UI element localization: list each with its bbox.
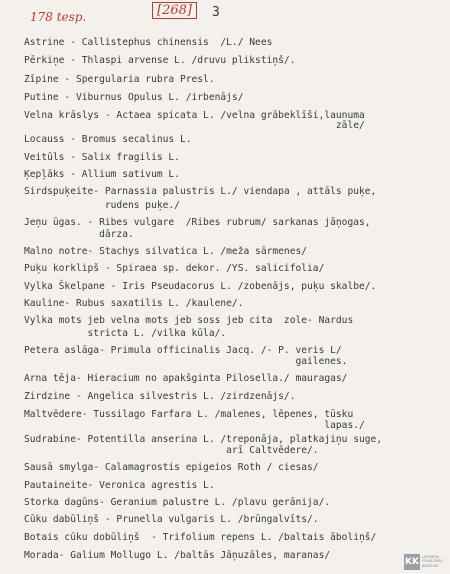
text-line: Vylka mots jeb velna mots jeb soss jeb cita zole- Nardus [24,315,354,326]
text-line: Petera aslāga- Primula officinalis Jacq. /- P. veris L/ [24,345,342,356]
logo-mark-icon: KK [404,554,420,570]
text-line: zāle/ [24,120,365,131]
logo-text: LATVIEŠU FOLKLORAS KRĀTUVE [422,554,444,568]
text-line: Pērkiņe - Thlaspi arvense L. /druvu plikstiņš/. [24,55,296,66]
text-line: lapas./ [24,420,365,431]
text-line: Locauss - Bromus secalinus L. [24,134,192,145]
text-line: Putine - Viburnus Opulus L. /irbenājs/ [24,92,244,103]
text-line: Zirdzine - Angelica silvestris L. /zirdzenājs/. [24,391,296,402]
text-line: Cūku dabūliņš - Prunella vulgaris L. /brūngalvīts/. [24,514,319,525]
text-line: Velna krāslys - Actaea spicata L. /velna grābeklīši,launuma [24,110,365,121]
handwritten-note: 178 tesp. [30,10,87,24]
text-line: arī Caltvēdere/. [24,445,319,456]
text-line: gailenes. [24,356,348,367]
text-line: Astrine - Callistephus chinensis /L./ Nees [24,37,273,48]
text-line: Sausā smylga- Calamagrostis epigeios Roth / ciesas/ [24,462,319,473]
text-line: Malno notre- Stachys silvatica L. /meža sārmenes/ [24,246,308,257]
text-line: Pautaineite- Veronica agrestis L. [24,480,215,491]
text-line: Ķepļāks - Allium sativum L. [24,169,180,180]
text-line: Morada- Galium Mollugo L. /baltās Jāņuzāles, maranas/ [24,550,331,561]
text-line: Puķu korklipš - Spiraea sp. dekor. /YS. salicifolia/ [24,263,325,274]
text-line: Vylka Škelpane - Iris Pseudacorus L. /zobenājs, puķu skalbe/. [24,281,377,292]
text-line: Kauline- Rubus saxatilis L. /kaulene/. [24,298,244,309]
archive-stamp: [268] [152,2,197,19]
archive-logo [404,549,450,574]
text-line: Botais cūku dobūliņš - Trifolium repens L. /baltais āboliņš/ [24,532,377,543]
text-line: Arna tēja- Hieracium no apakšginta Pilosella./ mauragas/ [24,373,348,384]
text-line: rudens puķe./ [24,200,180,211]
page-number: 3 [212,5,220,20]
text-line: Zīpine - Spergularia rubra Presl. [24,74,215,85]
text-line: Sudrabine- Potentilla anserina L. /treponāja, platkajiņu suge, [24,434,383,445]
text-line: Veitūls - Salix fragilis L. [24,152,180,163]
text-line: dārza. [24,229,134,240]
text-line: Storka dagūns- Geranium palustre L. /plavu gerānija/. [24,497,331,508]
text-line: Sirdspuķeite- Parnassia palustris L./ viendapa , attāls puķe, [24,186,377,197]
text-line: stricta L. /vilka kūla/. [24,328,227,339]
text-line: Jeņu ūgas. - Ribes vulgare /Ribes rubrum/ sarkanas jāņogas, [24,217,371,228]
text-line: Maltvēdere- Tussilago Farfara L. /malenes, lēpenes, tūsku [24,409,354,420]
